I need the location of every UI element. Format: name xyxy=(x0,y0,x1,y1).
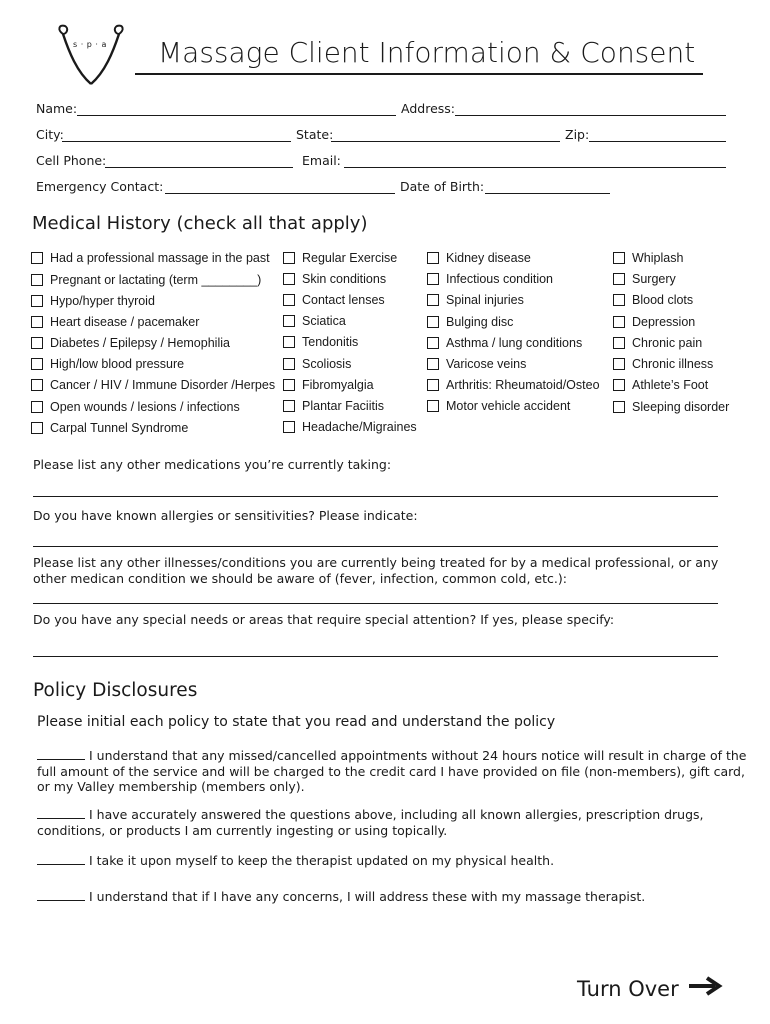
checkbox-label: Carpal Tunnel Syndrome xyxy=(50,421,189,435)
checkbox-label: Sciatica xyxy=(302,314,346,328)
date-of-birth-field[interactable] xyxy=(485,193,610,194)
checkbox-item[interactable] xyxy=(283,357,351,371)
state-field[interactable] xyxy=(331,141,560,142)
checkbox-label: Pregnant or lactating (term ________) xyxy=(50,273,262,287)
checkbox-item[interactable] xyxy=(427,315,513,329)
checkbox-item[interactable] xyxy=(613,378,708,392)
address-label: Address: xyxy=(401,101,455,116)
initial-blank[interactable] xyxy=(37,818,85,819)
checkbox-item[interactable] xyxy=(427,272,553,286)
checkbox-item[interactable] xyxy=(613,357,713,371)
date-of-birth-label: Date of Birth: xyxy=(400,179,485,194)
checkbox-item[interactable] xyxy=(283,293,385,307)
city-label: City: xyxy=(36,127,64,142)
checkbox[interactable] xyxy=(283,421,295,433)
checkbox-item[interactable] xyxy=(283,251,397,265)
checkbox[interactable] xyxy=(613,294,625,306)
checkbox[interactable] xyxy=(427,400,439,412)
checkbox-item[interactable] xyxy=(427,357,526,371)
checkbox-label: Scoliosis xyxy=(302,357,352,371)
medications-answer-line[interactable] xyxy=(33,496,718,497)
turn-over xyxy=(577,976,725,1001)
checkbox-item[interactable] xyxy=(283,378,374,392)
checkbox-label: Whiplash xyxy=(632,251,684,265)
checkbox-item[interactable] xyxy=(613,251,683,265)
checkbox-item[interactable] xyxy=(31,357,184,371)
checkbox-item[interactable] xyxy=(31,315,199,329)
checkbox-label: Contact lenses xyxy=(302,293,385,307)
checkbox-label: Chronic illness xyxy=(632,357,714,371)
checkbox-label: Surgery xyxy=(632,272,676,286)
checkbox[interactable] xyxy=(283,379,295,391)
checkbox[interactable] xyxy=(31,337,43,349)
checkbox-item[interactable] xyxy=(613,315,695,329)
checkbox[interactable] xyxy=(31,252,43,264)
policy-text: I take it upon myself to keep the therapist updated on my physical health. xyxy=(89,853,555,868)
medications-question: Please list any other medications you’re currently taking: xyxy=(33,457,392,472)
spa-logo xyxy=(55,22,127,88)
checkbox-item[interactable] xyxy=(613,272,676,286)
checkbox[interactable] xyxy=(613,252,625,264)
illnesses-question-line2: other medican condition we should be aware of (fever, infection, common cold, etc.): xyxy=(33,571,567,586)
checkbox[interactable] xyxy=(31,401,43,413)
checkbox[interactable] xyxy=(31,274,43,286)
checkbox[interactable] xyxy=(427,337,439,349)
checkbox[interactable] xyxy=(283,315,295,327)
checkbox-item[interactable] xyxy=(31,378,275,392)
allergies-answer-line[interactable] xyxy=(33,546,718,547)
policy-subheading: Please initial each policy to state that you read and understand the policy xyxy=(37,714,556,730)
checkbox[interactable] xyxy=(427,316,439,328)
checkbox-item[interactable] xyxy=(31,336,230,350)
checkbox[interactable] xyxy=(613,316,625,328)
special-needs-answer-line[interactable] xyxy=(33,656,718,657)
checkbox-item[interactable] xyxy=(613,336,702,350)
address-field[interactable] xyxy=(455,115,726,116)
checkbox-item[interactable] xyxy=(613,400,729,414)
checkbox-label: Sleeping disorder xyxy=(632,400,730,414)
checkbox-label: Regular Exercise xyxy=(302,251,398,265)
checkbox[interactable] xyxy=(613,401,625,413)
checkbox-item[interactable] xyxy=(31,251,270,265)
checkbox-item[interactable] xyxy=(283,335,358,349)
checkbox-item[interactable] xyxy=(31,294,155,308)
special-needs-question: Do you have any special needs or areas that require special attention? If yes, please specify: xyxy=(33,612,615,627)
checkbox[interactable] xyxy=(283,400,295,412)
policy-item xyxy=(37,853,747,869)
checkbox-label: Cancer / HIV / Immune Disorder /Herpes xyxy=(50,378,276,392)
checkbox-item[interactable] xyxy=(427,293,524,307)
emergency-contact-label: Emergency Contact: xyxy=(36,179,164,194)
checkbox[interactable] xyxy=(31,295,43,307)
zip-label: Zip: xyxy=(565,127,590,142)
initial-blank[interactable] xyxy=(37,900,85,901)
checkbox-label: Open wounds / lesions / infections xyxy=(50,400,240,414)
checkbox-label: Kidney disease xyxy=(446,251,531,265)
checkbox-label: Asthma / lung conditions xyxy=(446,336,583,350)
checkbox-item[interactable] xyxy=(427,378,600,392)
checkbox-label: Motor vehicle accident xyxy=(446,399,571,413)
policy-item xyxy=(37,748,747,795)
checkbox[interactable] xyxy=(31,379,43,391)
checkbox-label: Varicose veins xyxy=(446,357,527,371)
checkbox-item[interactable] xyxy=(427,399,570,413)
checkbox[interactable] xyxy=(427,379,439,391)
checkbox[interactable] xyxy=(283,358,295,370)
checkbox-item[interactable] xyxy=(31,273,261,287)
checkbox[interactable] xyxy=(613,379,625,391)
checkbox[interactable] xyxy=(613,273,625,285)
checkbox-label: Arthritis: Rheumatoid/Osteo xyxy=(446,378,600,392)
policy-heading: Policy Disclosures xyxy=(33,680,198,701)
email-field[interactable] xyxy=(344,167,726,168)
initial-blank[interactable] xyxy=(37,759,85,760)
checkbox-label: Fibromyalgia xyxy=(302,378,374,392)
checkbox-label: Skin conditions xyxy=(302,272,387,286)
checkbox[interactable] xyxy=(31,422,43,434)
illnesses-question-line1: Please list any other illnesses/conditions you are currently being treated for by a medical professional, or any xyxy=(33,555,719,570)
checkbox-label: Diabetes / Epilepsy / Hemophilia xyxy=(50,336,230,350)
checkbox[interactable] xyxy=(283,336,295,348)
emergency-contact-field[interactable] xyxy=(165,193,395,194)
checkbox[interactable] xyxy=(283,252,295,264)
turn-over-label: Turn Over xyxy=(577,976,679,1001)
checkbox[interactable] xyxy=(31,316,43,328)
checkbox-label: Infectious condition xyxy=(446,272,554,286)
checkbox-item[interactable] xyxy=(283,314,346,328)
checkbox[interactable] xyxy=(31,358,43,370)
checkbox-label: Heart disease / pacemaker xyxy=(50,315,200,329)
medical-history-heading: Medical History (check all that apply) xyxy=(32,213,368,234)
checkbox[interactable] xyxy=(283,273,295,285)
page-title: Massage Client Information & Consent xyxy=(158,36,696,69)
checkbox-item[interactable] xyxy=(31,421,188,435)
email-label: Email: xyxy=(302,153,341,168)
checkbox-item[interactable] xyxy=(427,251,531,265)
checkbox-label: Hypo/hyper thyroid xyxy=(50,294,155,308)
checkbox[interactable] xyxy=(427,252,439,264)
illnesses-answer-line[interactable] xyxy=(33,603,718,604)
right-arrow-icon xyxy=(689,976,725,1001)
checkbox-item[interactable] xyxy=(613,293,693,307)
checkbox-label: High/low blood pressure xyxy=(50,357,185,371)
checkbox-label: Had a professional massage in the past xyxy=(50,251,270,265)
checkbox[interactable] xyxy=(283,294,295,306)
city-field[interactable] xyxy=(62,141,291,142)
checkbox-label: Chronic pain xyxy=(632,336,703,350)
checkbox-item[interactable] xyxy=(283,399,384,413)
cell-phone-field[interactable] xyxy=(105,167,293,168)
checkbox-label: Spinal injuries xyxy=(446,293,524,307)
name-label: Name: xyxy=(36,101,78,116)
checkbox[interactable] xyxy=(427,273,439,285)
checkbox[interactable] xyxy=(427,294,439,306)
policy-item xyxy=(37,889,747,905)
checkbox-label: Depression xyxy=(632,315,696,329)
policy-text: I understand that if I have any concerns, I will address these with my massage therapist. xyxy=(89,889,646,904)
policy-item xyxy=(37,807,747,838)
checkbox-label: Bulging disc xyxy=(446,315,514,329)
checkbox[interactable] xyxy=(427,358,439,370)
initial-blank[interactable] xyxy=(37,864,85,865)
checkbox-label: Plantar Faciitis xyxy=(302,399,384,413)
checkbox-label: Headache/Migraines xyxy=(302,420,417,434)
checkbox-item[interactable] xyxy=(427,336,582,350)
logo-text: s · p · a xyxy=(73,40,107,49)
checkbox-item[interactable] xyxy=(283,420,417,434)
name-field[interactable] xyxy=(77,115,396,116)
cell-phone-label: Cell Phone: xyxy=(36,153,107,168)
checkbox[interactable] xyxy=(613,337,625,349)
title-underline xyxy=(135,73,703,75)
checkbox-item[interactable] xyxy=(283,272,386,286)
state-label: State: xyxy=(296,127,334,142)
zip-field[interactable] xyxy=(589,141,726,142)
checkbox-label: Blood clots xyxy=(632,293,694,307)
checkbox-label: Tendonitis xyxy=(302,335,359,349)
allergies-question: Do you have known allergies or sensitivities? Please indicate: xyxy=(33,508,418,523)
policy-text: I have accurately answered the questions above, including all known allergies, prescription drugs, conditions, or products I am currently ingesting or using topically. xyxy=(37,807,704,838)
policy-text: I understand that any missed/cancelled appointments without 24 hours notice will result in charge of the full amount of the service and will be charged to the credit card I have provided on file (non-members), gift card, or my Valley membership (members only). xyxy=(37,748,747,794)
checkbox[interactable] xyxy=(613,358,625,370)
checkbox-item[interactable] xyxy=(31,400,240,414)
checkbox-label: Athlete’s Foot xyxy=(632,378,709,392)
